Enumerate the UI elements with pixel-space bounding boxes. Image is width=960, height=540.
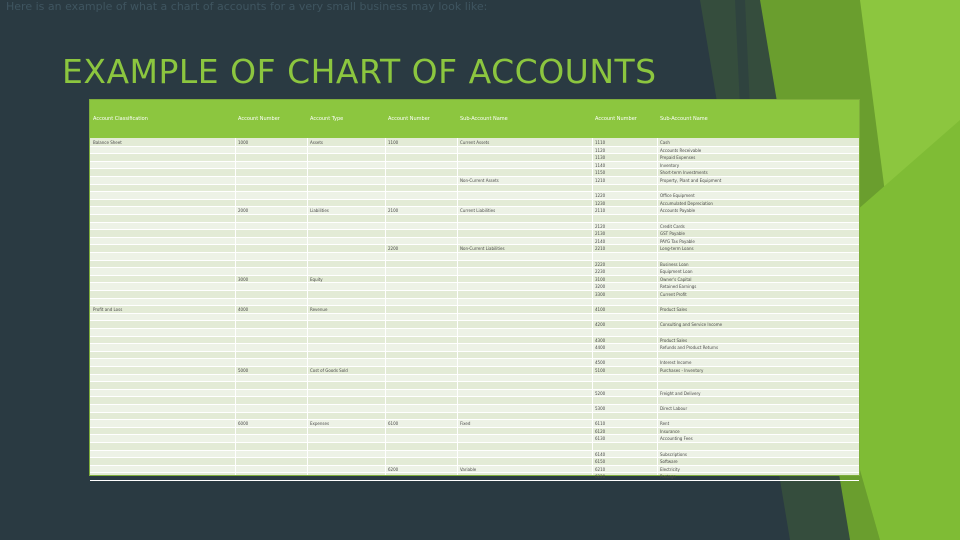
table-row [90, 162, 859, 170]
cell-sub-no: 6200 [388, 466, 399, 472]
cell-name: Interest Income [660, 360, 692, 366]
table-row [90, 261, 859, 269]
cell-name: Product Sales [660, 307, 688, 313]
table-row [90, 291, 859, 299]
table-row [90, 147, 859, 155]
cell-name: Equipment Loan [660, 269, 693, 275]
cell-name: Office Equipment [660, 193, 695, 199]
cell-no: 2230 [595, 269, 606, 275]
cell-no: 4100 [595, 307, 606, 313]
cell-type: Assets [310, 140, 324, 145]
cell-sub-name: Fixed [460, 421, 471, 427]
table-row [90, 306, 859, 314]
table-row [90, 367, 859, 375]
column-divider [657, 138, 658, 475]
cell-no: 6140 [595, 451, 606, 457]
table-row [90, 413, 859, 421]
cell-sub-no: 6100 [388, 421, 399, 427]
cell-no: 2210 [595, 246, 606, 252]
cell-name: Rent [660, 421, 670, 427]
table-row [90, 268, 859, 276]
cell-name: Long-term Loans [660, 246, 694, 252]
cell-no: 3200 [595, 284, 606, 290]
cell-name: Accounts Receivable [660, 147, 702, 153]
cell-acct: 4000 [238, 307, 249, 313]
cell-no: 2120 [595, 223, 606, 229]
cell-type: Liabilities [310, 208, 329, 214]
cell-acct: 5000 [238, 368, 249, 373]
table-row [90, 397, 859, 405]
header-account-type: Account Type [310, 116, 344, 122]
table-row [90, 230, 859, 238]
cell-name: Prepaid Expenses [660, 155, 696, 161]
table-row [90, 185, 859, 193]
cell-name: Credit Cards [660, 223, 685, 229]
table-row [90, 215, 859, 223]
page-title: EXAMPLE OF CHART OF ACCOUNTS [62, 52, 657, 91]
cell-no: 1110 [595, 140, 606, 145]
column-divider [235, 138, 236, 475]
table-row [90, 329, 859, 337]
cell-acct: 3000 [238, 276, 249, 282]
cell-name: Accounting Fees [660, 436, 693, 442]
column-divider [457, 138, 458, 475]
table-row [90, 169, 859, 177]
header-sub-account-name: Sub-Account Name [660, 116, 708, 122]
cell-no: 1150 [595, 170, 606, 176]
cell-name: Owner's Capital [660, 276, 692, 282]
cell-acct: 1000 [238, 140, 249, 145]
account-classification: Balance Sheet [93, 140, 122, 145]
table-row [90, 443, 859, 451]
table-row [90, 375, 859, 383]
cell-name: Accumulated Depreciation [660, 200, 713, 206]
table-row [90, 420, 859, 428]
cell-no: 1220 [595, 193, 606, 199]
account-classification: Profit and Loss [93, 307, 123, 313]
cell-name: Refunds and Product Returns [660, 345, 719, 351]
cell-no: 4300 [595, 337, 606, 343]
cell-no: 2140 [595, 238, 606, 244]
cell-no: 4500 [595, 360, 606, 366]
table-row [90, 223, 859, 231]
cell-sub-no: 2100 [388, 208, 399, 214]
chart-of-accounts-table [89, 99, 860, 480]
table-row [90, 238, 859, 246]
cell-sub-name: Non-Current Liabilities [460, 246, 505, 252]
cell-name: Business Loan [660, 261, 689, 267]
table-row [90, 314, 859, 322]
table-row [90, 192, 859, 200]
cell-name: Direct Labour [660, 406, 688, 411]
cell-name: Product Sales [660, 337, 688, 343]
cell-no: 5200 [595, 390, 606, 396]
table-row [90, 276, 859, 284]
table-row [90, 473, 859, 481]
cell-sub-no: 2200 [388, 246, 399, 252]
cell-sub-name: Non-Current Assets [460, 178, 499, 183]
table-row [90, 321, 859, 329]
cell-no: 1120 [595, 147, 606, 153]
table-row [90, 352, 859, 360]
cell-sub-name: Variable [460, 466, 477, 472]
cell-no: 6220 [595, 474, 606, 480]
column-divider [307, 138, 308, 475]
cell-name: Short-term Investments [660, 170, 708, 176]
cell-acct: 6000 [238, 421, 249, 427]
cell-no: 6120 [595, 428, 606, 434]
cell-no: 4400 [595, 345, 606, 351]
cell-name: Inventory [660, 162, 680, 168]
cell-name: Purchases - Inventory [660, 368, 704, 373]
table-row [90, 283, 859, 291]
cell-name: Retained Earnings [660, 284, 697, 290]
header-account-classification: Account Classification [93, 116, 148, 122]
table-row [90, 405, 859, 413]
table-row [90, 337, 859, 345]
cell-no: 3300 [595, 292, 606, 297]
cell-no: 6210 [595, 466, 606, 472]
cell-no: 2110 [595, 208, 606, 214]
cell-no: 2130 [595, 231, 606, 237]
cell-sub-name: Current Liabilities [460, 208, 496, 214]
header-account-number: Account Number [595, 116, 637, 122]
table-header [90, 100, 859, 138]
table-row [90, 253, 859, 261]
cell-no: 1140 [595, 162, 606, 168]
table-row [90, 154, 859, 162]
cell-type: Cost of Goods Sold [310, 368, 348, 373]
cell-no: 5100 [595, 368, 606, 373]
header-account-number: Account Number [238, 116, 280, 122]
column-divider [385, 138, 386, 475]
table-row [90, 382, 859, 390]
cell-no: 1210 [595, 178, 606, 183]
cell-no: 5300 [595, 406, 606, 411]
cell-name: Consulting and Service Income [660, 322, 723, 328]
cell-name: Software [660, 459, 678, 465]
cell-name: Insurance [660, 428, 680, 434]
cell-type: Equity [310, 276, 323, 282]
cell-no: 6130 [595, 436, 606, 442]
cell-name: Property, Plant and Equipment [660, 178, 722, 183]
table-row [90, 428, 859, 436]
table-row [90, 458, 859, 466]
table-row [90, 390, 859, 398]
cell-name: Postage [660, 474, 676, 480]
cell-name: Freight and Delivery [660, 390, 701, 396]
cell-name: Accounts Payable [660, 208, 696, 214]
cell-no: 2220 [595, 261, 606, 267]
table-row [90, 200, 859, 208]
column-divider [592, 138, 593, 475]
header-sub-account-name: Sub-Account Name [460, 116, 508, 122]
cell-acct: 2000 [238, 208, 249, 214]
intro-caption: Here is an example of what a chart of accounts for a very small business may look like: [6, 0, 488, 13]
table-row [90, 451, 859, 459]
cell-name: PAYG Tax Payable [660, 238, 695, 244]
cell-type: Revenue [310, 307, 328, 313]
cell-sub-no: 1100 [388, 140, 399, 145]
cell-name: Subscriptions [660, 451, 687, 457]
cell-name: Electricity [660, 466, 680, 472]
table-row [90, 435, 859, 443]
cell-sub-name: Current Assets [460, 140, 490, 145]
table-row [90, 359, 859, 367]
table-row [90, 299, 859, 307]
cell-no: 6150 [595, 459, 606, 465]
cell-name: GST Payable [660, 231, 685, 237]
cell-name: Cash [660, 140, 670, 145]
header-account-number: Account Number [388, 116, 430, 122]
table-row [90, 344, 859, 352]
cell-no: 1130 [595, 155, 606, 161]
cell-type: Expenses [310, 421, 330, 427]
cell-no: 1230 [595, 200, 606, 206]
cell-no: 6110 [595, 421, 606, 427]
cell-no: 3100 [595, 276, 606, 282]
cell-no: 4200 [595, 322, 606, 328]
cell-name: Current Profit [660, 292, 687, 297]
